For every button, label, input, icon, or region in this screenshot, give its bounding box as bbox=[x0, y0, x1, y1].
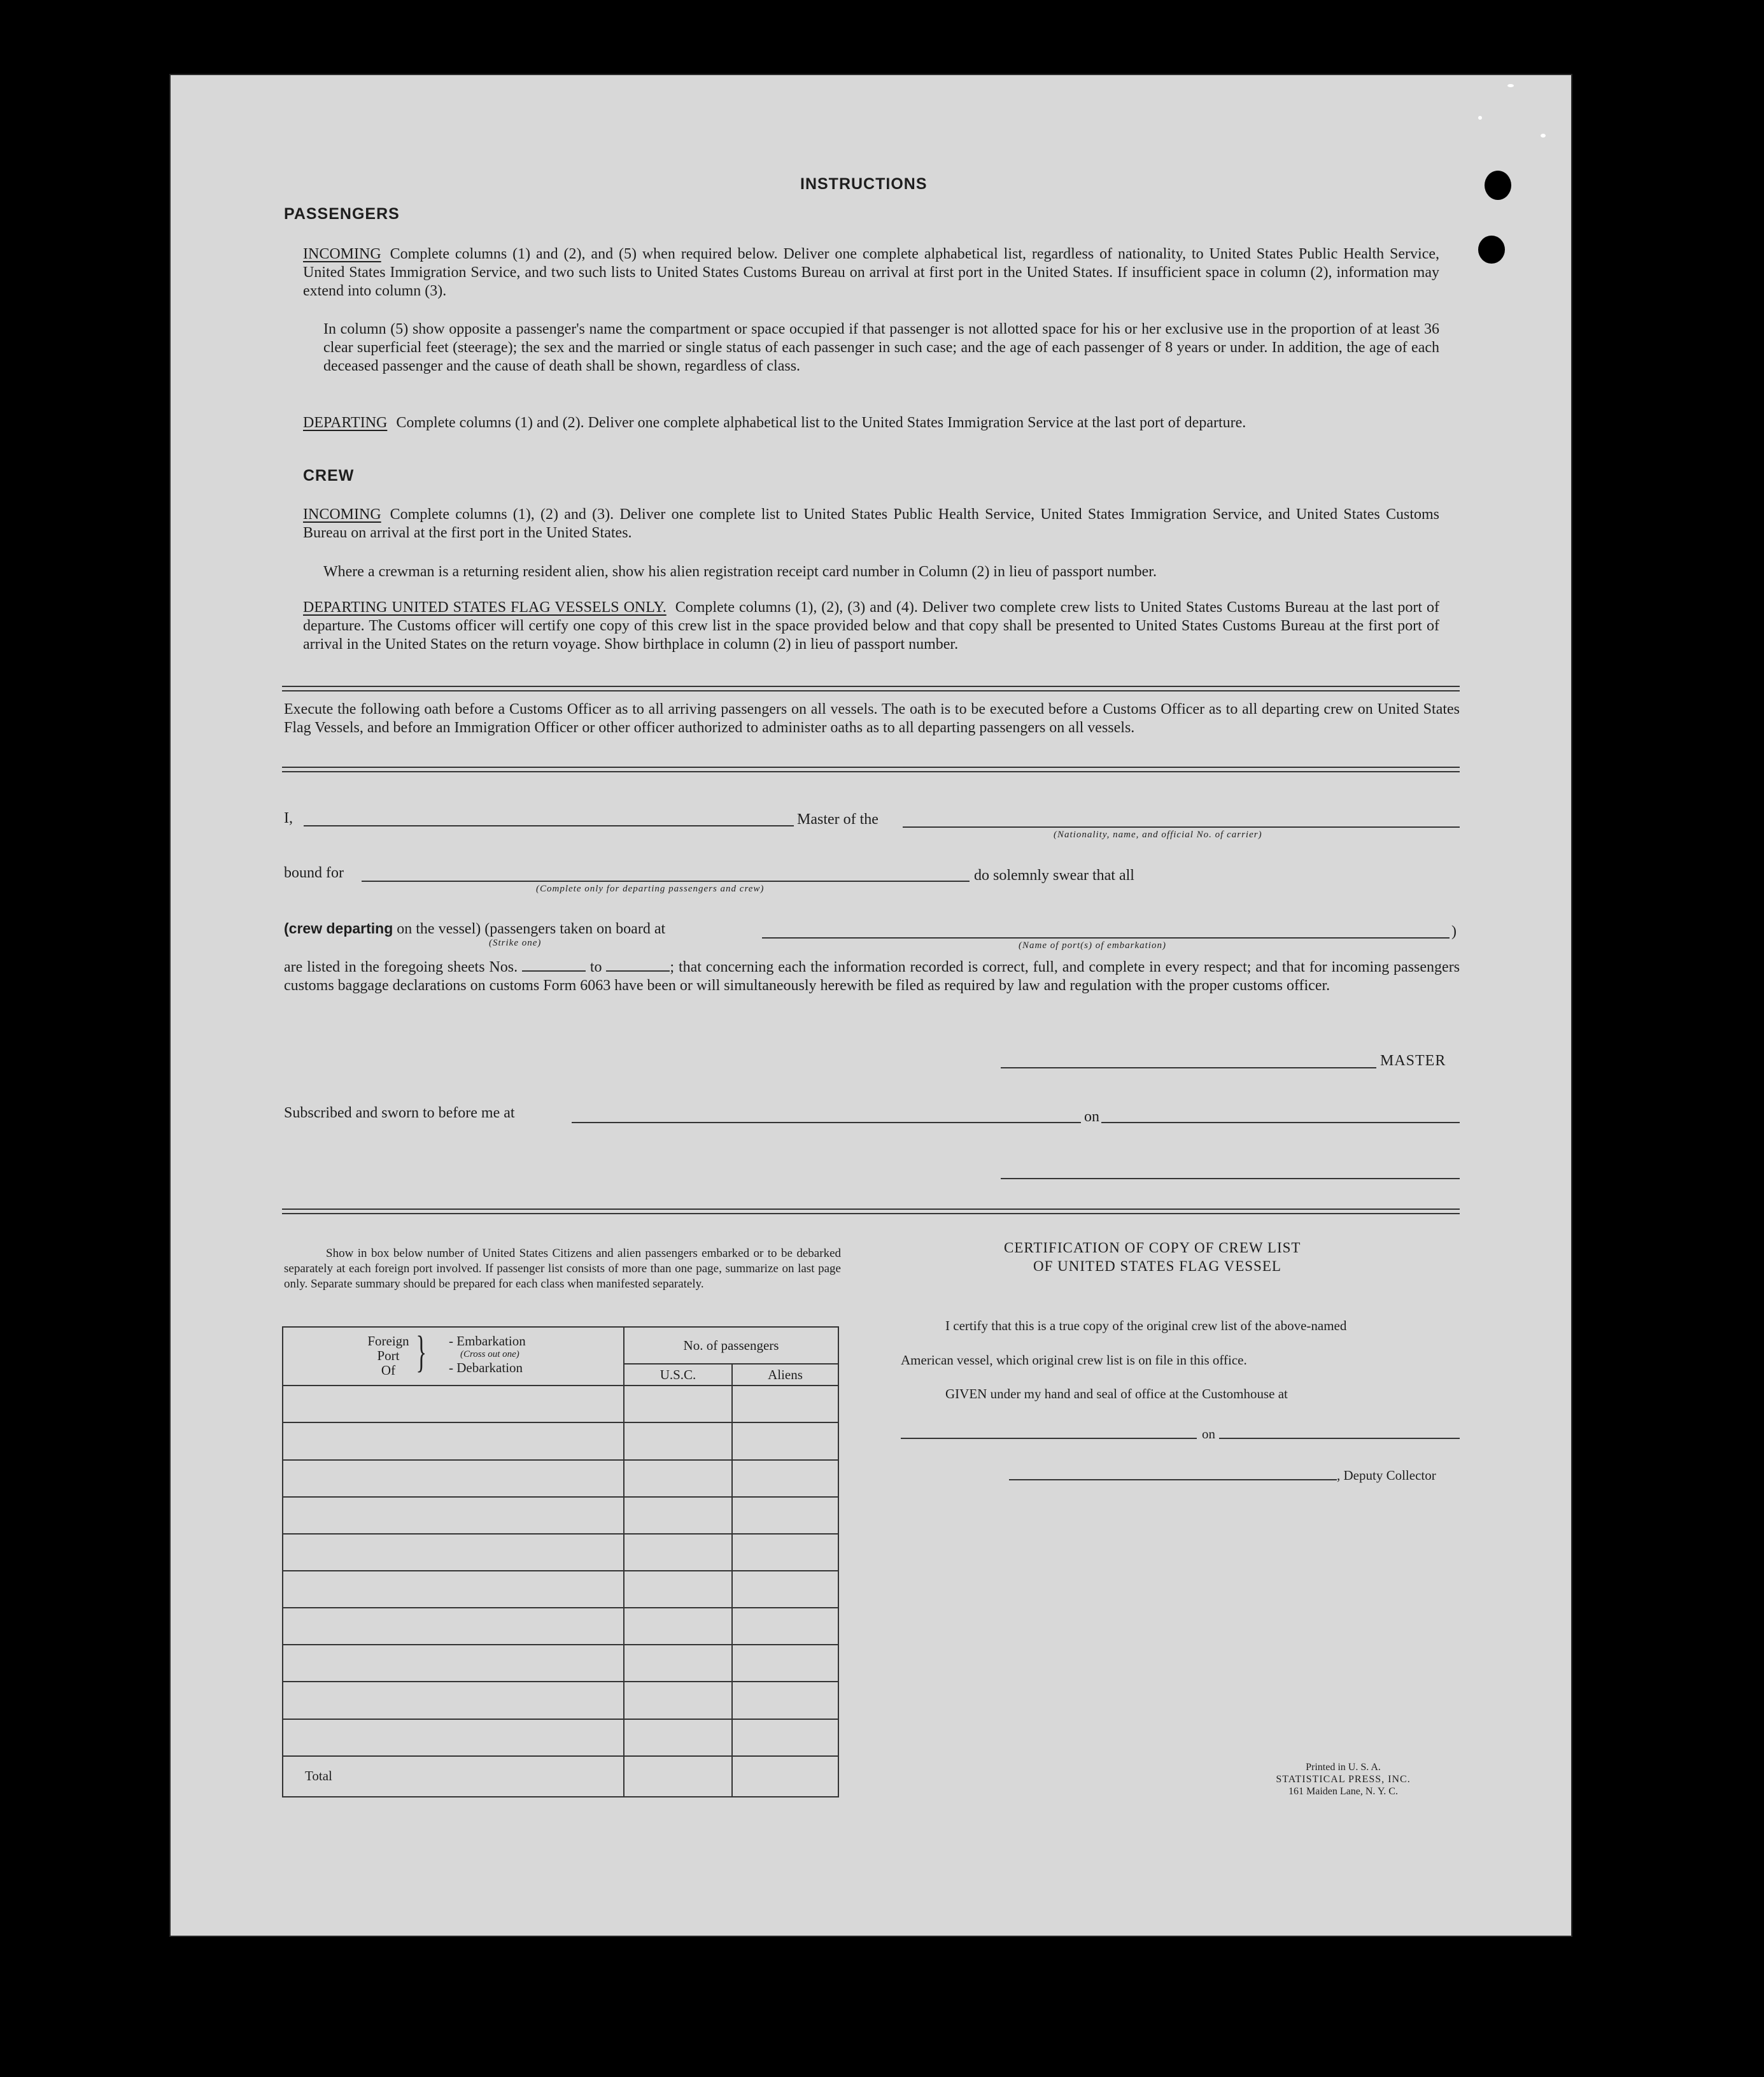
sheet-from-field[interactable] bbox=[522, 959, 586, 972]
usc-cell[interactable] bbox=[624, 1719, 732, 1756]
of-word: Of bbox=[381, 1363, 396, 1378]
printer-name: STATISTICAL PRESS, INC. bbox=[1276, 1774, 1411, 1785]
embarkation-option[interactable]: - Embarkation bbox=[449, 1333, 526, 1349]
instructions-title: INSTRUCTIONS bbox=[800, 175, 928, 193]
aliens-header: Aliens bbox=[732, 1364, 838, 1386]
departing-label: DEPARTING bbox=[303, 415, 388, 431]
usc-cell[interactable] bbox=[624, 1645, 732, 1682]
port-word: Port bbox=[377, 1348, 400, 1363]
crew-departing-bold: (crew departing bbox=[284, 920, 393, 937]
bound-for-caption: (Complete only for departing passengers and crew) bbox=[536, 884, 765, 894]
column5-paragraph: In column (5) show opposite a passenger's name the compartment or space occupied if that passenger is not allotted space for his or her exclusive use in the proportion of at least 36 clear superficial feet (steerage); the sex and the married or single status of each passenger in such case; and the age of each passenger of 8 years or under. In addition, the age of each deceased passenger and the cause of death shall be shown, regardless of class. bbox=[323, 321, 1439, 374]
usc-cell[interactable] bbox=[624, 1571, 732, 1608]
table-row bbox=[283, 1608, 838, 1645]
total-usc-cell[interactable] bbox=[624, 1756, 732, 1797]
aliens-cell[interactable] bbox=[732, 1422, 838, 1459]
crewman-paragraph: Where a crewman is a returning resident alien, show his alien registration receipt card number in Column (2) in lieu of passport number. bbox=[323, 564, 1157, 580]
aliens-cell[interactable] bbox=[732, 1571, 838, 1608]
usc-cell[interactable] bbox=[624, 1534, 732, 1571]
close-paren: ) bbox=[1451, 923, 1457, 940]
officer-signature-field[interactable] bbox=[1001, 1178, 1460, 1179]
passengers-heading: PASSENGERS bbox=[284, 205, 400, 223]
table-row bbox=[283, 1645, 838, 1682]
port-cell[interactable] bbox=[283, 1608, 624, 1645]
cross-out-caption: (Cross out one) bbox=[460, 1349, 519, 1359]
table-row bbox=[283, 1460, 838, 1497]
port-cell[interactable] bbox=[283, 1460, 624, 1497]
departing-text: Complete columns (1) and (2). Deliver one complete alphabetical list to the United States Immigration Service at the last port of departure. bbox=[396, 415, 1246, 431]
binder-hole-bottom bbox=[1478, 236, 1505, 264]
statement-text: ; that concerning each the information recorded is correct, full, and complete in every respect; and that for incoming passengers customs baggage declarations on customs Form 6063 have been or will simultaneously herewith be filed as required by law and regulation with the proper customs officer. bbox=[284, 959, 1460, 994]
aliens-cell[interactable] bbox=[732, 1460, 838, 1497]
certify-text-1: I certify that this is a true copy of the original crew list of the above-named bbox=[945, 1318, 1347, 1333]
table-row bbox=[283, 1719, 838, 1756]
usc-cell[interactable] bbox=[624, 1386, 732, 1422]
divider bbox=[282, 686, 1460, 687]
sworn-place-field[interactable] bbox=[572, 1122, 1081, 1123]
aliens-cell[interactable] bbox=[732, 1719, 838, 1756]
table-row bbox=[283, 1682, 838, 1719]
on-the-vessel: on the vessel) bbox=[397, 921, 481, 937]
port-cell[interactable] bbox=[283, 1571, 624, 1608]
master-of-the-label: Master of the bbox=[797, 811, 878, 828]
crew-departing-option bbox=[284, 920, 665, 938]
total-row bbox=[283, 1756, 838, 1797]
crew-incoming-text: Complete columns (1), (2) and (3). Deliver one complete list to United States Public Health Service, United States Immigration Service, and United States Customs Bureau on arrival at the first port in the United States. bbox=[303, 506, 1439, 541]
certification-date-field[interactable] bbox=[1219, 1438, 1460, 1439]
aliens-cell[interactable] bbox=[732, 1682, 838, 1719]
passengers-taken: (passengers taken on board at bbox=[484, 921, 666, 937]
usc-cell[interactable] bbox=[624, 1460, 732, 1497]
oath-statement bbox=[284, 958, 1460, 995]
no-of-passengers-header: No. of passengers bbox=[624, 1327, 838, 1364]
divider bbox=[282, 690, 1460, 691]
crew-departing-paragraph bbox=[303, 599, 1439, 654]
aliens-cell[interactable] bbox=[732, 1497, 838, 1534]
ports-caption: (Name of port(s) of embarkation) bbox=[1019, 940, 1166, 951]
port-cell[interactable] bbox=[283, 1534, 624, 1571]
debarkation-option[interactable]: - Debarkation bbox=[449, 1360, 523, 1375]
usc-cell[interactable] bbox=[624, 1422, 732, 1459]
summary-instructions: Show in box below number of United States Citizens and alien passengers embarked or to be debarked separately at each foreign port involved. If passenger list consists of more than one page, summarize on last page only. Separate summary should be prepared for each class when manifested separately. bbox=[284, 1247, 841, 1291]
aliens-cell[interactable] bbox=[732, 1386, 838, 1422]
speck bbox=[1541, 134, 1546, 138]
aliens-cell[interactable] bbox=[732, 1608, 838, 1645]
crew-incoming-label: INCOMING bbox=[303, 506, 381, 523]
carrier-field[interactable] bbox=[903, 826, 1460, 828]
crew-departing-label: DEPARTING UNITED STATES FLAG VESSELS ONLY. bbox=[303, 599, 667, 616]
table-row bbox=[283, 1422, 838, 1459]
passenger-summary-table bbox=[282, 1326, 839, 1797]
total-aliens-cell[interactable] bbox=[732, 1756, 838, 1797]
crew-heading: CREW bbox=[303, 467, 355, 485]
incoming-label: INCOMING bbox=[303, 246, 381, 262]
printer-imprint bbox=[1248, 1761, 1439, 1797]
divider bbox=[282, 767, 1460, 768]
deputy-collector-label: , Deputy Collector bbox=[1337, 1468, 1436, 1483]
embark-debark-options bbox=[449, 1335, 526, 1375]
brace: } bbox=[416, 1328, 427, 1377]
certification-on-label: on bbox=[1202, 1426, 1215, 1442]
port-cell[interactable] bbox=[283, 1497, 624, 1534]
customhouse-field[interactable] bbox=[901, 1438, 1197, 1439]
table-row bbox=[283, 1386, 838, 1422]
passengers-incoming-paragraph bbox=[303, 245, 1439, 301]
incoming-text: Complete columns (1) and (2), and (5) when required below. Deliver one complete alphabetical list, regardless of nationality, to United States Public Health Service, United States Immigration Service, and two such lists to United States Customs Bureau on arrival at first port in the United States. If insufficient space in column (2), information may extend into column (3). bbox=[303, 246, 1439, 299]
passengers-departing-paragraph bbox=[303, 414, 1439, 432]
printed-in-usa: Printed in U. S. A. bbox=[1306, 1762, 1381, 1773]
divider bbox=[282, 1209, 1460, 1210]
port-cell[interactable] bbox=[283, 1422, 624, 1459]
sheet-to-field[interactable] bbox=[606, 959, 670, 972]
certification-title-2: OF UNITED STATES FLAG VESSEL bbox=[1033, 1258, 1281, 1274]
swear-label: do solemnly swear that all bbox=[974, 867, 1134, 884]
deputy-signature-field[interactable] bbox=[1009, 1479, 1337, 1480]
port-cell[interactable] bbox=[283, 1386, 624, 1422]
usc-cell[interactable] bbox=[624, 1497, 732, 1534]
given-text: GIVEN under my hand and seal of office at the Customhouse at bbox=[945, 1386, 1288, 1401]
usc-cell[interactable] bbox=[624, 1608, 732, 1645]
sworn-date-field[interactable] bbox=[1101, 1122, 1460, 1123]
sheets-prefix: are listed in the foregoing sheets Nos. bbox=[284, 959, 518, 975]
oath-i-label: I, bbox=[284, 810, 293, 826]
aliens-cell[interactable] bbox=[732, 1645, 838, 1682]
binder-hole-top bbox=[1485, 171, 1511, 200]
subscribed-label: Subscribed and sworn to before me at bbox=[284, 1105, 515, 1121]
port-cell[interactable] bbox=[283, 1719, 624, 1756]
total-label: Total bbox=[283, 1756, 624, 1797]
printer-address: 161 Maiden Lane, N. Y. C. bbox=[1288, 1786, 1398, 1797]
crew-departing-text: Complete columns (1), (2), (3) and (4). Deliver two complete crew lists to United States Customs Bureau at the last port of departure. The Customs officer will certify one copy of this crew list in the space provided below and that copy shall be presented to United States Customs Bureau at the first port of arrival in the United States on the return voyage. Show birthplace in column (2) in lieu of passport number. bbox=[303, 599, 1439, 653]
foreign-port-label bbox=[360, 1334, 417, 1378]
usc-cell[interactable] bbox=[624, 1682, 732, 1719]
certification-title-1: CERTIFICATION OF COPY OF CREW LIST bbox=[1004, 1240, 1301, 1256]
master-signature-field[interactable] bbox=[1001, 1067, 1376, 1068]
divider bbox=[282, 1213, 1460, 1214]
to-label: to bbox=[589, 959, 602, 975]
table-row bbox=[283, 1534, 838, 1571]
foreign-word: Foreign bbox=[367, 1333, 409, 1349]
execute-oath-paragraph: Execute the following oath before a Customs Officer as to all arriving passengers on all vessels. The oath is to be executed before a Customs Officer as to all departing crew on United States Flag Vessels, and before an Immigration Officer or other officer authorized to administer oaths as to all departing passengers on all vessels. bbox=[284, 701, 1460, 736]
table-row bbox=[283, 1497, 838, 1534]
speck bbox=[1507, 84, 1514, 87]
bound-for-label: bound for bbox=[284, 865, 344, 881]
divider bbox=[282, 771, 1460, 772]
bound-for-field[interactable] bbox=[362, 881, 970, 882]
master-name-field[interactable] bbox=[304, 825, 794, 826]
crew-incoming-paragraph bbox=[303, 506, 1439, 542]
port-cell[interactable] bbox=[283, 1682, 624, 1719]
port-cell[interactable] bbox=[283, 1645, 624, 1682]
table-row bbox=[283, 1571, 838, 1608]
embarkation-ports-field[interactable] bbox=[762, 937, 1450, 939]
master-label: MASTER bbox=[1380, 1053, 1446, 1069]
foreign-port-header bbox=[283, 1327, 624, 1386]
carrier-caption: (Nationality, name, and official No. of carrier) bbox=[1054, 830, 1262, 840]
strike-one-caption: (Strike one) bbox=[489, 938, 542, 948]
certify-text-2: American vessel, which original crew list is on file in this office. bbox=[901, 1352, 1247, 1368]
speck bbox=[1478, 116, 1482, 120]
usc-header: U.S.C. bbox=[624, 1364, 732, 1386]
sworn-on-label: on bbox=[1084, 1109, 1099, 1125]
aliens-cell[interactable] bbox=[732, 1534, 838, 1571]
